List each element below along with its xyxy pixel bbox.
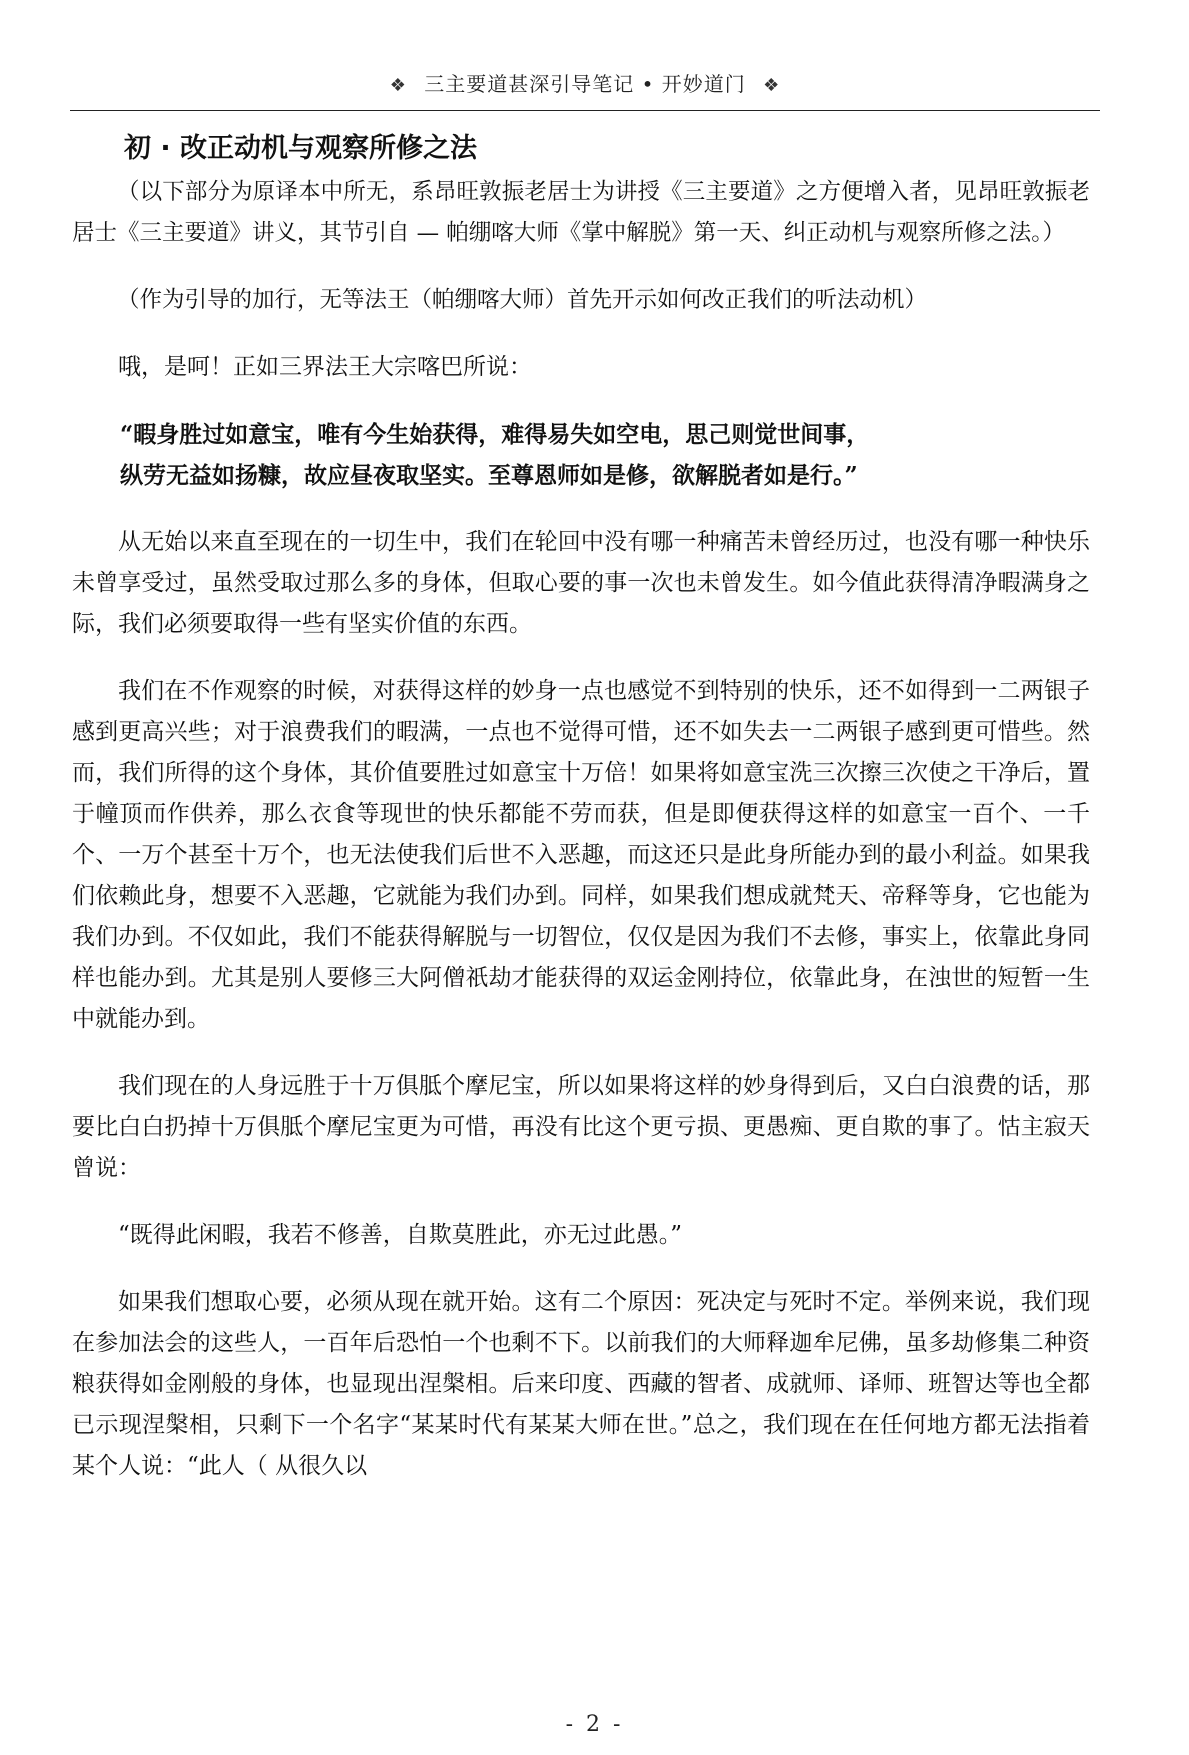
quote-intro: 哦，是呵！正如三界法王大宗喀巴所说： bbox=[118, 354, 532, 380]
running-header bbox=[70, 68, 1100, 97]
ornament-left-icon: ❖ bbox=[389, 75, 407, 96]
body-paragraph: 从无始以来直至现在的一切生中，我们在轮回中没有哪一种痛苦未曾经历过，也没有哪一种快乐未曾享受过，虽然受取过那么多的身体，但取心要的事一次也未曾发生。如今值此获得清净暇满身之际，我们必须要取得一些有坚实价值的东西。 bbox=[72, 529, 1090, 637]
verse-line: 纵劳无益如扬糠，故应昼夜取坚实。至尊恩师如是修，欲解脱者如是行。” bbox=[120, 462, 858, 489]
body-paragraph: 我们在不作观察的时候，对获得这样的妙身一点也感觉不到特别的快乐，还不如得到一二两银子感到更高兴些；对于浪费我们的暇满，一点也不觉得可惜，还不如失去一二两银子感到更可惜些。然而，我们所得的这个身体，其价值要胜过如意宝十万倍！如果将如意宝洗三次擦三次使之干净后，置于幢顶而作供养，那么衣食等现世的快乐都能不劳而获，但是即便获得这样的如意宝一百个、一千个、一万个甚至十万个，也无法使我们后世不入恶趣，而这还只是此身所能办到的最小利益。如果我们依赖此身，想要不入恶趣，它就能为我们办到。同样，如果我们想成就梵天、帝释等身，它也能为我们办到。不仅如此，我们不能获得解脱与一切智位，仅仅是因为我们不去修，事实上，依靠此身同样也能办到。尤其是别人要修三大阿僧祇劫才能获得的双运金刚持位，依靠此身，在浊世的短暂一生中就能办到。 bbox=[72, 678, 1090, 1032]
section-title: 初 · 改正动机与观察所修之法 bbox=[124, 133, 478, 164]
intro-note: （以下部分为原译本中所无，系昂旺敦振老居士为讲授《三主要道》之方便增入者，见昂旺敦振老居士《三主要道》讲义，其节引自 — 帕绷喀大师《掌中解脱》第一天、纠正动机与观察所修之法。） bbox=[72, 179, 1090, 246]
body-paragraph: 我们现在的人身远胜于十万俱胝个摩尼宝，所以如果将这样的妙身得到后，又白白浪费的话，那要比白白扔掉十万俱胝个摩尼宝更为可惜，再没有比这个更亏损、更愚痴、更自欺的事了。怙主寂天曾说： bbox=[72, 1073, 1090, 1181]
ornament-right-icon: ❖ bbox=[763, 75, 781, 96]
page-body bbox=[72, 128, 1090, 1513]
verse-line: “暇身胜过如意宝，唯有今生始获得，难得易失如空电，思己则觉世间事， bbox=[120, 421, 870, 448]
header-rule bbox=[70, 110, 1100, 111]
lead-note: （作为引导的加行，无等法王（帕绷喀大师）首先开示如何改正我们的听法动机） bbox=[117, 287, 928, 313]
running-header-title: 三主要道甚深引导笔记 • 开妙道门 bbox=[424, 72, 746, 96]
shantideva-quote: “既得此闲暇，我若不修善，自欺莫胜此，亦无过此愚。” bbox=[118, 1222, 683, 1248]
final-paragraph: 如果我们想取心要，必须从现在就开始。这有二个原因：死决定与死时不定。举例来说，我们现在参加法会的这些人，一百年后恐怕一个也剩不下。以前我们的大师释迦牟尼佛，虽多劫修集二种资粮获得如金刚般的身体，也显现出涅槃相。后来印度、西藏的智者、成就师、译师、班智达等也全都已示现涅槃相，只剩下一个名字“某某时代有某某大师在世。”总之，我们现在在任何地方都无法指着某个人说：“此人（ 从很久以 bbox=[72, 1289, 1090, 1479]
verse-block bbox=[72, 414, 1090, 496]
page-number: - 2 - bbox=[565, 1712, 624, 1737]
